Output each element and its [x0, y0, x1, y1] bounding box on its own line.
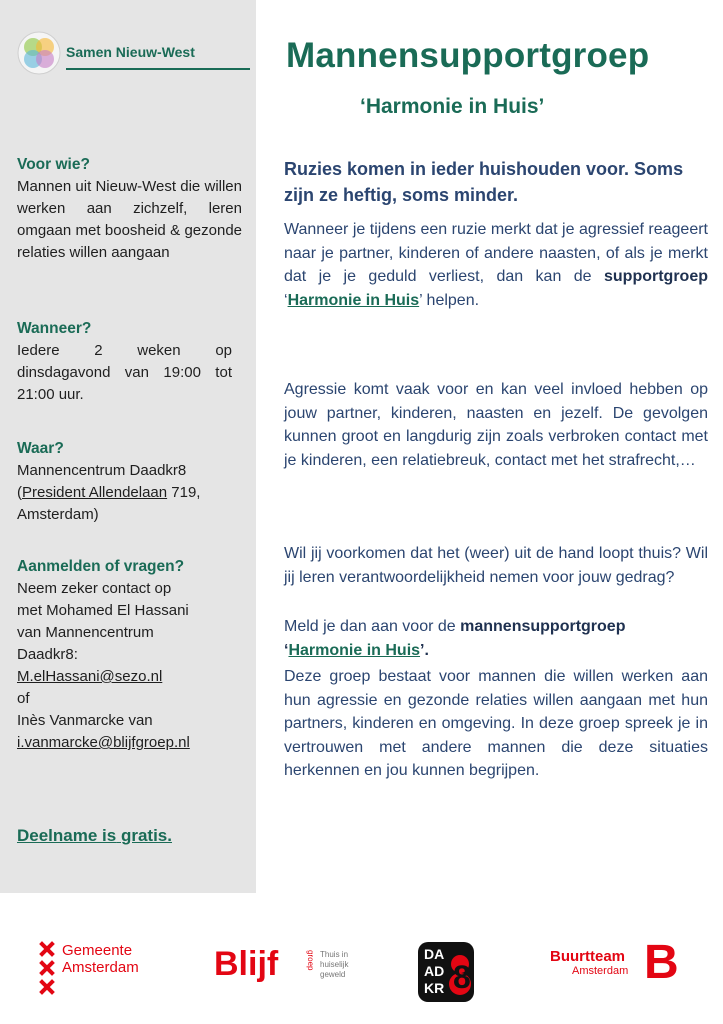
p1-quote-close: ’ — [419, 291, 423, 309]
samen-nieuw-west-logo — [16, 30, 234, 76]
free-part2: gratis. — [120, 826, 172, 845]
waar-heading: Waar? — [17, 440, 64, 457]
waar-city: Amsterdam) — [17, 506, 99, 523]
waar-section — [17, 438, 242, 526]
aanmelden-of: of — [17, 690, 30, 707]
voor-wie-heading: Voor wie? — [17, 156, 90, 173]
logo-text: Samen Nieuw-West — [66, 44, 195, 60]
buurtteam-line1: Buurtteam — [550, 948, 626, 965]
aanmelden-line2: met Mohamed El Hassani — [17, 602, 189, 619]
daadkr8-l1: DA — [424, 946, 445, 962]
paragraph-5: Deze groep bestaat voor mannen die willen werken aan hun agressie en gezonde relaties willen aangaan met hun partners, kinderen en omgeving. In deze groep spreek je in vertrouwen met andere mannen die deze situaties herkennen en jou kunnen begrijpen. — [284, 668, 708, 779]
p1-bold: supportgroep — [604, 268, 708, 285]
blijf-groep-logo — [214, 944, 364, 990]
logo-underline — [66, 68, 250, 70]
lead-text: Ruzies komen in ieder huishouden voor. Soms zijn ze heftig, soms minder. — [284, 159, 684, 205]
voor-wie-body: Mannen uit Nieuw-West die willen werken aan zichzelf, leren omgaan met boosheid & gezonde relaties willen aangaan — [17, 178, 242, 261]
harmonie-link-2[interactable]: Harmonie in Huis — [288, 641, 421, 659]
harmonie-link-1[interactable]: Harmonie in Huis — [287, 291, 420, 309]
address-link[interactable]: President Allendelaan — [22, 484, 168, 501]
daadkr8-number: 8 — [453, 959, 471, 995]
aanmelden-line4: Daadkr8: — [17, 646, 78, 663]
aanmelden-line5: Inès Vanmarcke van — [17, 712, 153, 729]
blijf-tag2: huiselijk — [320, 960, 349, 969]
blijf-tag3: geweld — [320, 970, 346, 979]
p4-bold: mannensupportgroep — [460, 618, 626, 635]
buurtteam-amsterdam-logo — [550, 936, 690, 990]
waar-address — [17, 482, 242, 504]
daadkr8-text — [424, 946, 444, 997]
blijf-tagline — [320, 950, 348, 980]
buurtteam-b-mark: B — [644, 936, 679, 989]
email-link-hassani[interactable]: M.elHassani@sezo.nl — [17, 668, 163, 685]
address-open: ( — [17, 484, 22, 501]
blijf-tag1: Thuis in — [320, 950, 349, 959]
flower-logo-icon — [16, 30, 62, 76]
paragraph-4 — [284, 615, 708, 662]
p1-text: Wanneer je tijdens een ruzie merkt dat je agressief reageert naar je partner, kinderen of andere naasten, of als je merkt dat je je geduld verliest, dan kan de — [284, 221, 708, 285]
daadkr8-l2: AD — [424, 963, 445, 979]
p1-end: helpen. — [422, 291, 480, 309]
page-title: Mannensupportgroep — [286, 36, 650, 75]
p4-text: Meld je dan aan voor de — [284, 618, 461, 635]
page-subtitle: ‘Harmonie in Huis’ — [360, 95, 545, 118]
address-rest: 719, — [167, 484, 201, 501]
voor-wie-section — [17, 154, 242, 264]
wanneer-body: Iedere 2 weken op dinsdagavond van 19:00 tot 21:00 uur. — [17, 342, 232, 403]
wanneer-section — [17, 318, 242, 406]
daadkr8-l3: KR — [424, 980, 445, 996]
p1-quote-open: ‘ — [284, 291, 288, 309]
aanmelden-section — [17, 556, 242, 754]
paragraph-3: Wil jij voorkomen dat het (weer) uit de hand loopt thuis? Wil jij leren verantwoordelijkheid nemen voor jouw gedrag? — [284, 545, 708, 586]
blijf-sub: groep — [306, 950, 315, 971]
p4-quote-close: ’. — [420, 641, 429, 659]
aanmelden-line3: van Mannencentrum — [17, 624, 154, 641]
gemeente-line2: Amsterdam — [62, 959, 139, 976]
aanmelden-heading: Aanmelden of vragen? — [17, 558, 185, 575]
paragraph-1 — [284, 218, 708, 312]
xxx-cross-icon — [38, 940, 58, 996]
p4-quote-open: ‘ — [284, 641, 289, 659]
paragraph-2: Agressie komt vaak voor en kan veel invloed hebben op jouw partner, kinderen, naasten en jezelf. De gevolgen kunnen groot en langdurig zijn zoals verbroken contact met je kinderen, een relatiebreuk, contact met het strafrecht,… — [284, 381, 708, 469]
aanmelden-line1: Neem zeker contact op — [17, 580, 172, 597]
gemeente-text — [62, 942, 139, 976]
gemeente-amsterdam-logo — [38, 940, 168, 996]
waar-line1: Mannencentrum Daadkr8 — [17, 462, 187, 479]
wanneer-heading: Wanneer? — [17, 320, 92, 337]
email-link-vanmarcke[interactable]: i.vanmarcke@blijfgroep.nl — [17, 734, 190, 751]
gemeente-line1: Gemeente — [62, 942, 133, 959]
free-part1: Deelname is — [17, 826, 117, 845]
blijf-wordmark: Blijf — [214, 945, 279, 983]
buurtteam-line2: Amsterdam — [572, 965, 629, 977]
daadkr8-logo — [416, 940, 478, 1004]
sidebar — [0, 0, 256, 893]
free-participation — [17, 826, 172, 846]
